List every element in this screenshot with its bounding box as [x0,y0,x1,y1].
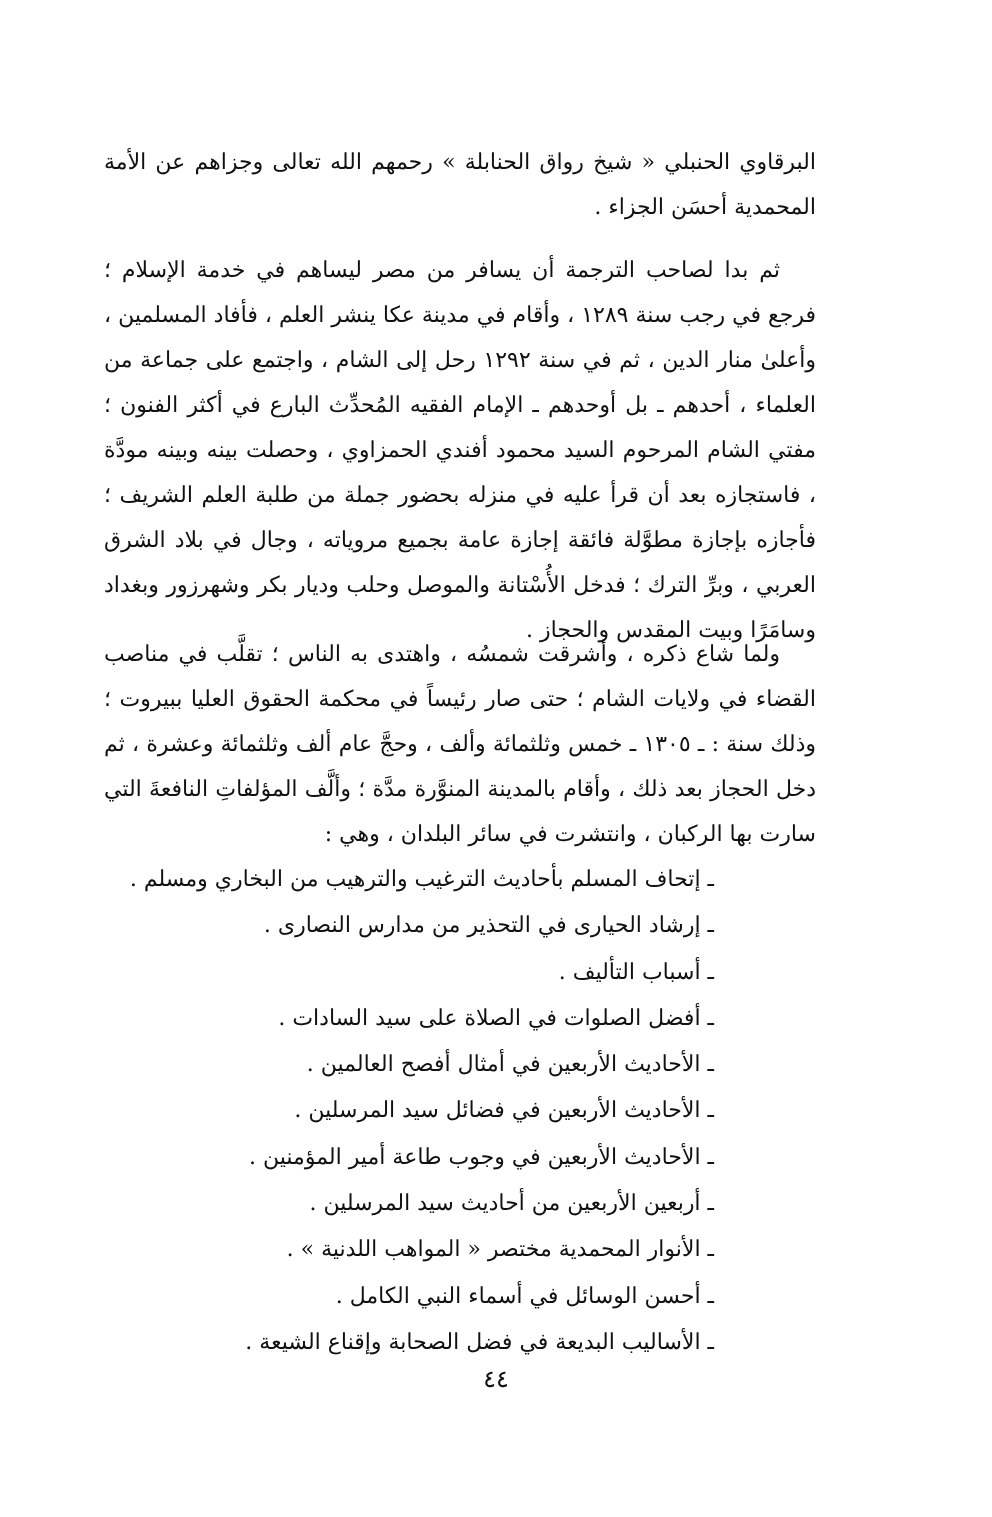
list-item: ـ أفضل الصلوات في الصلاة على سيد السادات . [278,1005,714,1031]
list-item: ـ أربعين الأربعين من أحاديث سيد المرسلين . [309,1191,714,1217]
paragraph-3: ولما شاع ذكره ، وأشرقت شمسُه ، واهتدى به الناس ؛ تقلَّب في مناصب القضاء في ولايات الشام ؛ حتى صار رئيساً في محكمة الحقوق العليا ببيروت ؛ وذلك سنة : ـ ١٣٠٥ ـ خمس وثلثمائة وألف ، وحجَّ عام ألف وثلثمائة وعشرة ، ثم دخل الحجاز بعد ذلك ، وأقام بالمدينة المنوَّرة مدَّة ؛ وألَّف المؤلفاتِ النافعةَ التي سارت بها الركبان ، وانتشرت في سائر البلدان ، وهي : [104,642,817,847]
list-item: ـ الأنوار المحمدية مختصر « المواهب اللدنية » . [286,1237,714,1263]
list-item: ـ الأساليب البديعة في فضل الصحابة وإقناع الشيعة . [245,1329,714,1355]
books-list [104,857,714,1366]
list-item: ـ أسباب التأليف . [558,959,714,985]
list-item: ـ أحسن الوسائل في أسماء النبي الكامل . [335,1283,714,1309]
page-number: ٤٤ [483,1365,509,1393]
list-item: ـ إتحاف المسلم بأحاديث الترغيب والترهيب من البخاري ومسلم . [129,867,714,892]
list-item: ـ إرشاد الحيارى في التحذير من مدارس النصارى . [263,913,714,939]
list-item: ـ الأحاديث الأربعين في وجوب طاعة أمير المؤمنين . [249,1144,714,1170]
paragraph-1: البرقاوي الحنبلي « شيخ رواق الحنابلة » رحمهم الله تعالى وجزاهم عن الأمة المحمدية أحسَن الجزاء . [104,150,816,220]
list-item: ـ الأحاديث الأربعين في فضائل سيد المرسلين . [294,1098,714,1124]
paragraph-2: ثم بدا لصاحب الترجمة أن يسافر من مصر ليساهم في خدمة الإسلام ؛ فرجع في رجب سنة ١٢٨٩ ، وأقام في مدينة عكا ينشر العلم ، فأفاد المسلمين ، وأعلىٰ منار الدين ، ثم في سنة ١٢٩٢ رحل إلى الشام ، واجتمع على جماعة من العلماء ، أحدهم ـ بل أوحدهم ـ الإمام الفقيه المُحدِّث البارع في أكثر الفنون ؛ مفتي الشام المرحوم السيد محمود أفندي الحمزاوي ، وحصلت بينه وبينه مودَّة ، فاستجازه بعد أن قرأ عليه في منزله بحضور جملة من طلبة العلم الشريف ؛ فأجازه بإجازة مطوَّلة فائقة إجازة عامة بجميع مروياته ، وجال في بلاد الشرق العربي ، وبرِّ الترك ؛ فدخل الأُسْتانة والموصل وحلب وديار بكر وشهرزور وبغداد وسامَرًا وبيت المقدس والحجاز . [104,258,816,643]
list-item: ـ الأحاديث الأربعين في أمثال أفصح العالمين . [306,1052,714,1078]
